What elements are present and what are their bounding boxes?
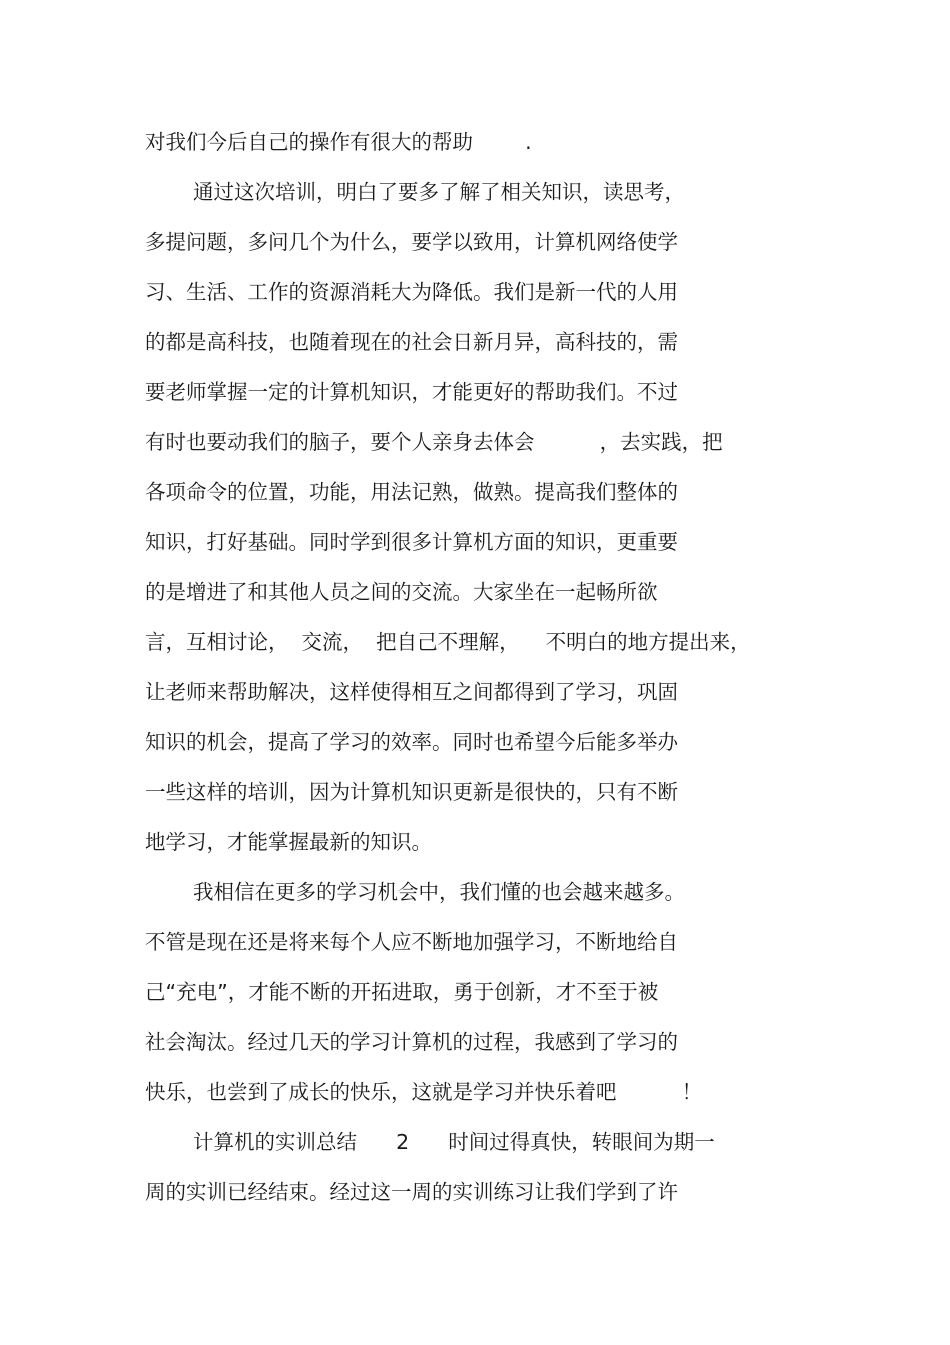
text-line: 要老师掌握一定的计算机知识，才能更好的帮助我们。不过 [145,380,678,404]
text-line: 的都是高科技，也随着现在的社会日新月异，高科技的，需 [145,330,678,354]
text-line: 有时也要动我们的脑子，要个人亲身去体会 ，去实践，把 [145,430,723,454]
text-line: 习、生活、工作的资源消耗大为降低。我们是新一代的人用 [145,280,678,304]
text-line: 计算机的实训总结 2 时间过得真快，转眼间为期一 [193,1130,715,1154]
text-line: 言，互相讨论， 交流， 把自己不理解， 不明白的地方提出来， [145,630,751,654]
text-line: 己“充电”，才能不断的开拓进取，勇于创新，才不至于被 [145,980,659,1004]
text-line: 地学习，才能掌握最新的知识。 [145,830,432,854]
text-line: 快乐，也尝到了成长的快乐，这就是学习并快乐着吧 ！ [145,1080,703,1104]
text-line: 周的实训已经结束。经过这一周的实训练习让我们学到了许 [145,1180,678,1204]
text-line: 通过这次培训，明白了要多了解了相关知识，读思考， [193,180,685,204]
text-line: 知识的机会，提高了学习的效率。同时也希望今后能多举办 [145,730,678,754]
text-line: 知识，打好基础。同时学到很多计算机方面的知识，更重要 [145,530,678,554]
text-line: 的是增进了和其他人员之间的交流。大家坐在一起畅所欲 [145,580,658,604]
text-line: 不管是现在还是将来每个人应不断地加强学习，不断地给自 [145,930,678,954]
text-line: 社会淘汰。经过几天的学习计算机的过程，我感到了学习的 [145,1030,678,1054]
text-line: 一些这样的培训，因为计算机知识更新是很快的，只有不断 [145,780,678,804]
text-line: 对我们今后自己的操作有很大的帮助 . [145,130,532,154]
text-line: 各项命令的位置，功能，用法记熟，做熟。提高我们整体的 [145,480,678,504]
text-line: 多提问题，多问几个为什么，要学以致用，计算机网络使学 [145,230,678,254]
text-line: 让老师来帮助解决，这样使得相互之间都得到了学习，巩固 [145,680,678,704]
text-line: 我相信在更多的学习机会中，我们懂的也会越来越多。 [193,880,685,904]
